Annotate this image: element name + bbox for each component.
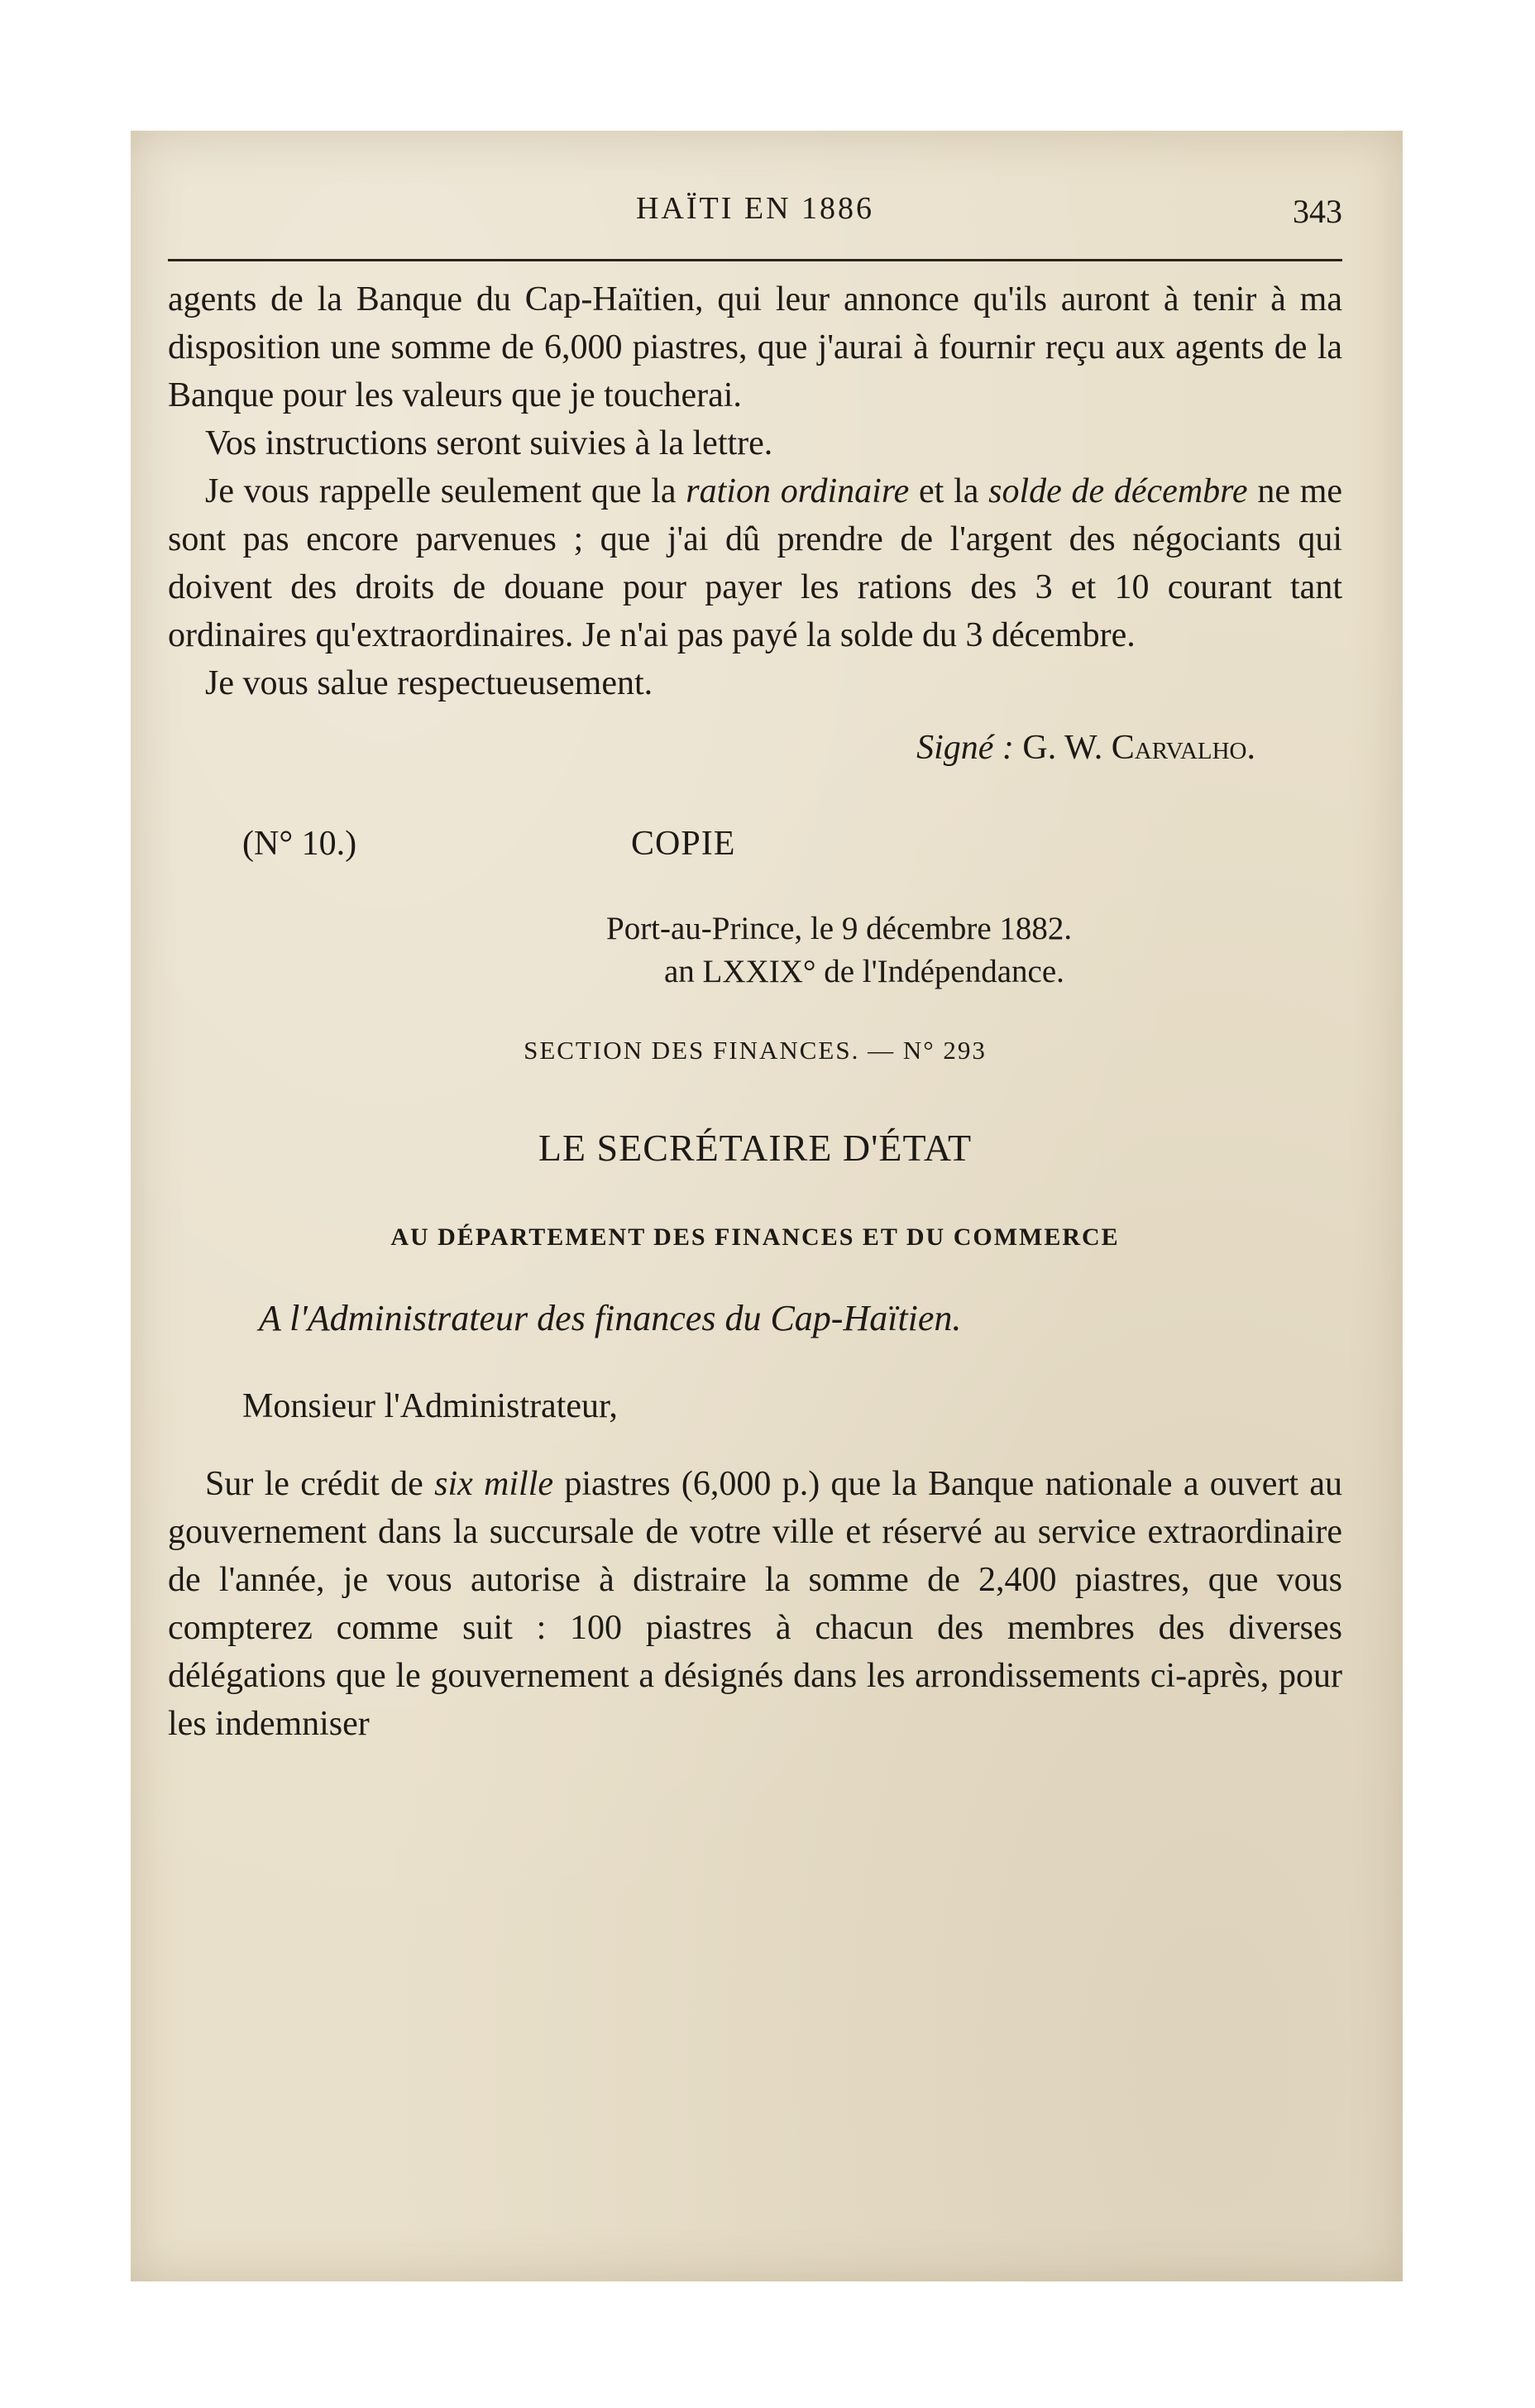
letter1-p3-text-1: Je vous rappelle seulement que la xyxy=(205,472,686,510)
solde-decembre-emphasis: solde de décembre xyxy=(988,472,1248,510)
ration-ordinaire-emphasis: ration ordinaire xyxy=(686,472,910,510)
copy-heading xyxy=(168,820,1342,878)
letter1-closing: Je vous salue respectueusement. xyxy=(205,664,653,702)
page-number: 343 xyxy=(1293,193,1342,230)
copy-label: COPIE xyxy=(631,825,736,863)
place-date-line: Port-au-Prince, le 9 décembre 1882. xyxy=(606,911,1073,946)
letter1-paragraph-3 xyxy=(168,467,1342,659)
signature xyxy=(168,724,1342,772)
six-mille-emphasis: six mille xyxy=(434,1465,554,1503)
letter1-p3-text-2: et la xyxy=(909,472,989,510)
independence-year-line: an LXXIX° de l'Indépendance. xyxy=(664,954,1064,989)
addressee-line: A l'Administrateur des finances du Cap-Haïtien. xyxy=(259,1298,962,1338)
place-and-date xyxy=(168,907,1342,993)
letter2-text-1: Sur le crédit de xyxy=(205,1465,435,1503)
letter2-paragraph xyxy=(168,1460,1342,1748)
department-line: AU DÉPARTEMENT DES FINANCES ET DU COMMERCE xyxy=(390,1223,1120,1251)
page-body xyxy=(168,275,1342,1748)
letter2-text-2: piastres (6,000 p.) que la Banque nationale a ouvert au gouvernement dans la succursale de votre ville et réservé au service extraordinaire de l'année, je vous autorise à distraire la somme de 2,400 piastres, que vous compterez comme suit : 100 piastres à chacun des membres des diverses délégations que le gouvernement a désignés dans les arrondissements ci-après, pour les indemniser xyxy=(168,1465,1343,1743)
header-rule xyxy=(168,259,1342,261)
signature-name: Carvalho. xyxy=(1111,729,1255,767)
letter1-paragraph-2: Vos instructions seront suivies à la lettre. xyxy=(205,424,773,462)
page-header xyxy=(168,190,1342,240)
letter1-paragraph-1: agents de la Banque du Cap-Haïtien, qui leur annonce qu'ils auront à tenir à ma disposition une somme de 6,000 piastres, que j'aurai à fournir reçu aux agents de la Banque pour les valeurs que je toucherai. xyxy=(168,280,1342,414)
running-title: HAÏTI EN 1886 xyxy=(635,191,875,226)
secretary-title: LE SECRÉTAIRE D'ÉTAT xyxy=(538,1127,973,1169)
book-page xyxy=(131,131,1403,2281)
salutation: Monsieur l'Administrateur, xyxy=(242,1387,618,1425)
signature-initials: G. W. xyxy=(1022,729,1103,767)
letter1-p3-text-3: ne me sont pas encore parvenues ; que j'ai dû prendre de l'argent des négociants qui doivent des droits de douane pour payer les rations des 3 et 10 courant tant ordinaires qu'extraordinaires. Je n'ai pas payé la solde du 3 décembre. xyxy=(168,472,1343,654)
section-line: SECTION DES FINANCES. — N° 293 xyxy=(524,1036,987,1065)
document-number: (N° 10.) xyxy=(242,825,357,863)
signature-label: Signé : xyxy=(916,729,1014,767)
